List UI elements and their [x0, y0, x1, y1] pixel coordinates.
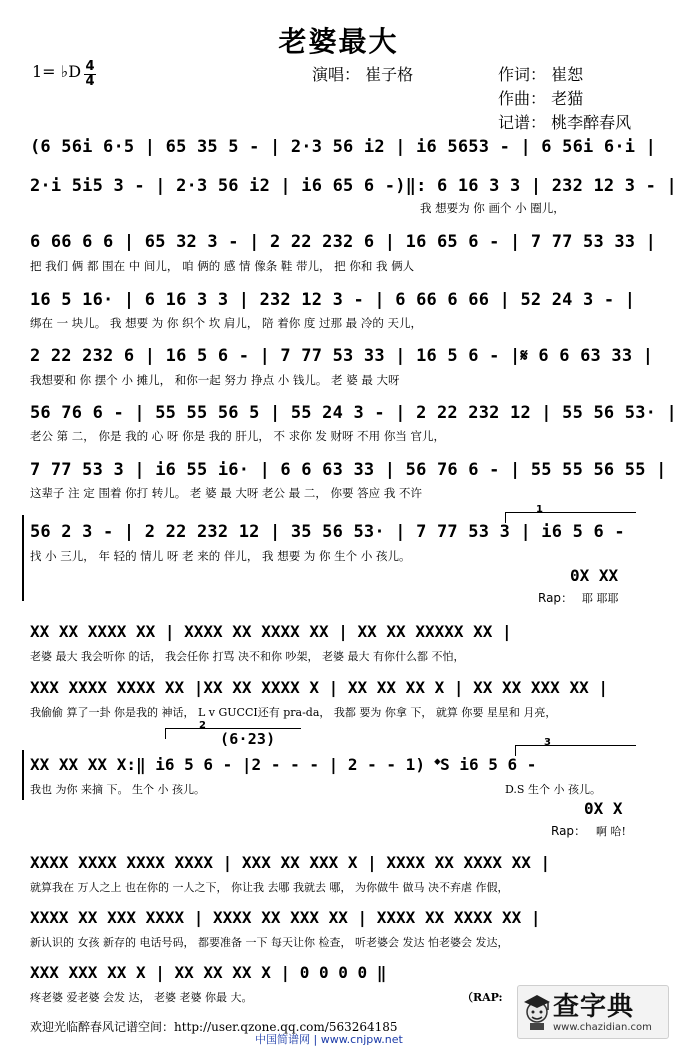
rap-text-row-11: 啊 哈!: [596, 825, 626, 838]
lyric-row-11-ds: D.S 生个 小 孩儿。: [505, 783, 601, 796]
singer-credit: 演唱： 崔子格: [312, 65, 414, 84]
lyric-row-9: 老婆 最大 我会听你 的话， 我会任你 打骂 决不和你 吵架， 老婆 最大 有你什么都 不怕，: [30, 650, 465, 663]
rap-notation-row-8: 0X XX: [570, 566, 619, 585]
lyric-row-8: 找 小 三儿， 年 轻的 情儿 呀 老 来的 伴儿， 我 想要 为 你 生个 小 孩儿。: [30, 549, 411, 563]
chazidian-logo-url: www.chazidian.com: [553, 1022, 652, 1033]
lyric-row-11: 我也 为你 来摘 下。 生个 小 孩儿。: [30, 783, 205, 796]
rap-text-row-8: 耶 耶耶: [582, 592, 619, 605]
notation-row-7: 7 77 53 3 | i6 55 i6· | 6 6 63 33 | 56 76 6 - | 55 55 56 55 |: [30, 460, 667, 480]
notation-row-5: 2 22 232 6 | 16 5 6 - | 7 77 53 33 | 16 5 6 - |𝄋 6 6 63 33 |: [30, 346, 654, 366]
lyric-row-3: 把 我们 俩 都 围在 中 间儿， 咱 俩的 感 情 像条 鞋 带儿， 把 你和 我 俩人: [30, 259, 415, 273]
lyric-row-5: 我想要和 你 摆个 小 摊儿， 和你一起 努力 挣点 小 钱儿。 老 婆 最 大呀: [30, 373, 400, 387]
time-signature: [84, 61, 96, 88]
lyric-row-2: 我 想要为 你 画个 小 圈儿，: [420, 201, 565, 215]
notation-row-13: XXXX XX XXX XXXX | XXXX XX XXX XX | XXXX XX XXXX XX |: [30, 908, 541, 927]
notation-row-9: XX XX XXXX XX | XXXX XX XXXX XX | XX XX XXXXX XX |: [30, 622, 512, 641]
time-signature-top: 4: [85, 59, 95, 74]
notation-row-6: 56 76 6 - | 55 55 56 5 | 55 24 3 - | 2 22 232 12 | 55 56 53· |: [30, 403, 677, 423]
key-signature: 1= ♭D: [32, 62, 82, 81]
notation-row-8: 56 2 3 - | 2 22 232 12 | 35 56 53· | 7 77 53 3 | i6 5 6 -: [30, 522, 625, 542]
notation-row-3: 6 66 6 6 | 65 32 3 - | 2 22 232 6 | 16 65 6 - | 7 77 53 33 |: [30, 232, 657, 252]
notation-row-2: 2·i 5i5 3 - | 2·3 56 i2 | i6 65 6 -)‖: 6 16 3 3 | 232 12 3 - |: [30, 176, 677, 196]
footer-welcome: 欢迎光临醉春风记谱空间：http://user.qzone.qq.com/563264185: [30, 1020, 398, 1034]
rap-label-row-11: Rap：: [551, 824, 587, 838]
song-title: 老婆最大: [278, 25, 399, 58]
lyric-row-7: 这辈子 注 定 围着 你打 转儿。 老 婆 最 大呀 老公 最 二， 你要 答应 我 不许: [30, 486, 422, 500]
rap-label-row-8: Rap：: [538, 591, 574, 605]
watermark-cnjpw: 中国简谱网 | www.cnjpw.net: [255, 1033, 403, 1046]
notation-row-1: (6 56i 6·5 | 65 35 5 - | 2·3 56 i2 | i6 5653 - | 6 56i 6·i |: [30, 137, 657, 157]
composer-credit: 作曲： 老猫: [498, 89, 584, 108]
rap-notation-row-11: 0X X: [584, 799, 623, 818]
volta-1-number: 1: [536, 504, 543, 515]
lyric-row-10: 我偷偷 算了一卦 你是我的 神话， L v GUCCI还有 pra-da， 我都 要为 你拿 下， 就算 你要 星星和 月亮，: [30, 706, 557, 719]
volta-2-number: 2: [199, 720, 206, 731]
notation-row-10: XXX XXXX XXXX XX |XX XX XXXX X | XX XX XX X | XX XX XXX XX |: [30, 678, 608, 697]
time-signature-bottom: 4: [85, 74, 95, 89]
lyric-row-12: 就算我在 万人之上 也在你的 一人之下， 你让我 去哪 我就去 哪， 为你做牛 做马 决不弃虐 作假，: [30, 881, 509, 894]
notation-row-11: XX XX XX X:‖ i6 5 6 - |2 - - - | 2 - - 1) 𝄌S i6 5 6 -: [30, 755, 537, 774]
rap-end-label: （RAP:: [462, 991, 503, 1004]
lyricist-credit: 作词： 崔恕: [498, 65, 584, 84]
transcriber-credit: 记谱： 桃李醉春风: [498, 113, 632, 132]
repeat-bracket-left: [22, 515, 24, 601]
repeat-bracket-left-2: [22, 750, 24, 800]
notation-row-4: 16 5 16· | 6 16 3 3 | 232 12 3 - | 6 66 6 66 | 52 24 3 - |: [30, 290, 636, 310]
intro-recall: (6·23): [220, 730, 276, 748]
graduate-mascot-icon: [522, 990, 552, 1032]
chazidian-logo-title: 查字典: [553, 992, 635, 1022]
lyric-row-6: 老公 第 二， 你是 我的 心 呀 你是 我的 肝儿， 不 求你 发 财呀 不用 你当 官儿，: [30, 429, 445, 443]
notation-row-12: XXXX XXXX XXXX XXXX | XXX XX XXX X | XXXX XX XXXX XX |: [30, 853, 551, 872]
lyric-row-4: 绑在 一 块儿。 我 想要 为 你 织个 坎 肩儿， 陪 着你 度 过那 最 冷的 天儿，: [30, 316, 422, 330]
lyric-row-13: 新认识的 女孩 新存的 电话号码， 都要准备 一下 每天让你 检查， 听老婆会 发达 怕老婆会 发达，: [30, 936, 509, 949]
volta-3-number: 3: [544, 737, 551, 748]
lyric-row-14: 疼老婆 爱老婆 会发 达， 老婆 老婆 你最 大。: [30, 991, 253, 1004]
notation-row-14: XXX XXX XX X | XX XX XX X | 0 0 0 0 ‖: [30, 963, 387, 982]
